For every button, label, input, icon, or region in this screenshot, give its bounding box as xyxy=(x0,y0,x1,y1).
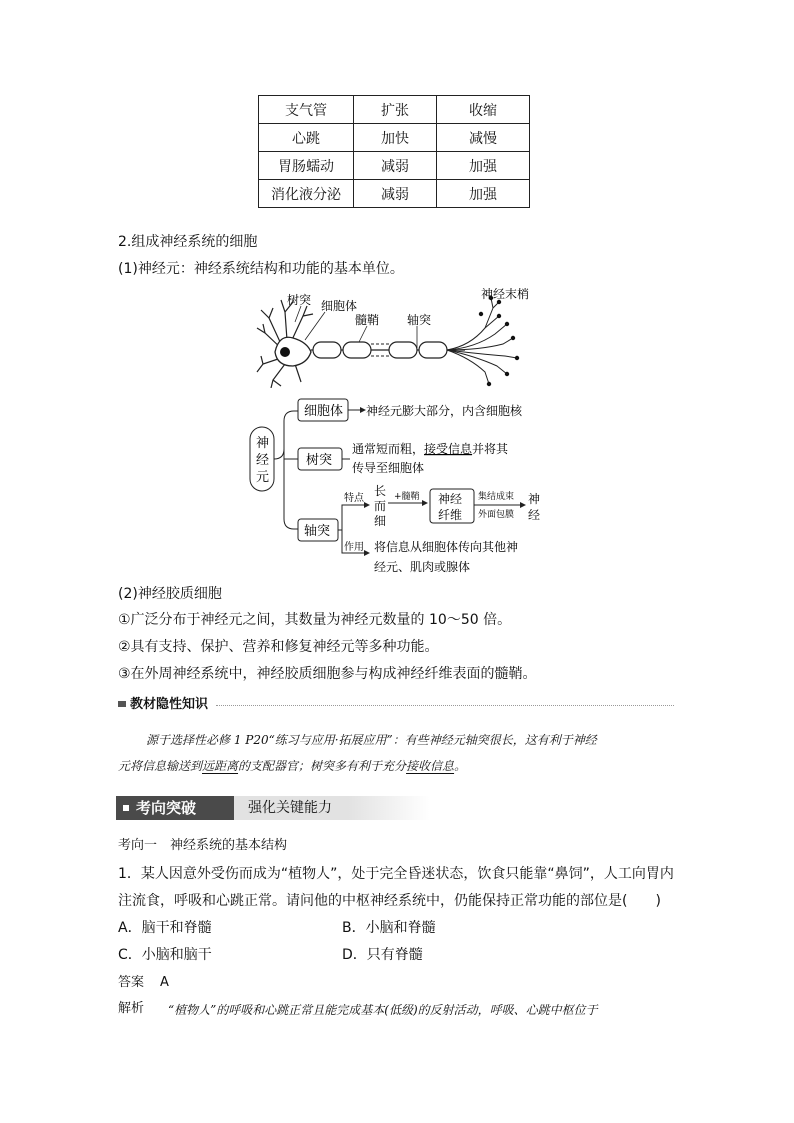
thin-char: 细 xyxy=(374,514,387,528)
hidden-knowledge-title: 教材隐性知识 xyxy=(130,697,209,712)
table-cell: 加强 xyxy=(437,180,530,208)
bundle-label-bottom: 外面包膜 xyxy=(478,510,515,520)
label-axon: 轴突 xyxy=(407,313,432,327)
label-cell-body: 细胞体 xyxy=(321,299,358,313)
section-banner-subtitle: 强化关键能力 xyxy=(248,800,332,816)
option-d: D．只有脊髓 xyxy=(342,947,423,963)
table-cell: 减弱 xyxy=(354,180,437,208)
section-heading: 2.组成神经系统的细胞 xyxy=(118,234,258,250)
option-a: A．脑干和脊髓 xyxy=(118,920,212,936)
hidden-knowledge-marker xyxy=(118,701,126,707)
question-topic: 考向一 神经系统的基本结构 xyxy=(118,838,288,853)
dendrite-desc-2: 传导至细胞体 xyxy=(352,461,425,475)
label-myelin: 髓鞘 xyxy=(355,313,380,327)
neuron-definition: (1)神经元：神经系统结构和功能的基本单位。 xyxy=(118,261,404,277)
hidden-knowledge-rule xyxy=(216,705,674,706)
feature-label: 特点 xyxy=(344,493,364,504)
hidden-knowledge-line-2: 元将信息输送到远距离的支配器官；树突多有利于充分接收信息。 xyxy=(118,759,467,773)
option-c: C．小脑和脑干 xyxy=(118,947,212,963)
glia-heading: (2)神经胶质细胞 xyxy=(118,586,222,602)
question-stem-2: 注流食，呼吸和心跳正常。请问他的中枢神经系统中，仍能保持正常功能的部位是( ) xyxy=(118,893,661,909)
function-desc-2: 经元、肌肉或腺体 xyxy=(374,560,471,574)
cell-body-desc: 神经元膨大部分，内含细胞核 xyxy=(366,404,523,418)
root-char-3: 元 xyxy=(256,470,270,485)
hidden-knowledge-line-1: 源于选择性必修 1 P20“练习与应用·拓展应用”：有些神经元轴突很长，这有利于神经 xyxy=(146,733,597,747)
table-cell: 加强 xyxy=(437,152,530,180)
comparison-table xyxy=(258,95,530,208)
table-cell: 减弱 xyxy=(354,152,437,180)
axon-node: 轴突 xyxy=(304,524,331,539)
neuron-concept-map xyxy=(248,393,548,583)
label-terminal: 神经末梢 xyxy=(481,288,530,301)
table-row xyxy=(259,124,530,152)
answer-label: 答案 xyxy=(118,975,145,990)
answer-value: A xyxy=(160,975,169,990)
section-banner-title: 考向突破 xyxy=(136,799,197,817)
table-row xyxy=(259,96,530,124)
glia-item-2: ②具有支持、保护、营养和修复神经元等多种功能。 xyxy=(118,639,439,655)
nucleus xyxy=(280,347,290,357)
analysis-label: 解析 xyxy=(118,1001,145,1016)
table-cell: 心跳 xyxy=(259,124,354,152)
table-cell: 加快 xyxy=(354,124,437,152)
nerve-char-1: 神 xyxy=(528,492,541,506)
fiber-line-2: 纤维 xyxy=(438,508,463,522)
table-cell: 减慢 xyxy=(437,124,530,152)
axon-terminals xyxy=(447,298,517,384)
function-desc-1: 将信息从细胞体传向其他神 xyxy=(374,540,519,554)
cell-body-node: 细胞体 xyxy=(304,404,344,419)
question-stem-1: 1．某人因意外受伤而成为“植物人”，处于完全昏迷状态，饮食只能靠“鼻饲”，人工向胃内 xyxy=(118,866,674,882)
table-cell: 消化液分泌 xyxy=(259,180,354,208)
plus-myelin-label: +髓鞘 xyxy=(394,492,420,502)
fiber-line-1: 神经 xyxy=(438,492,463,506)
table-cell: 扩张 xyxy=(354,96,437,124)
dendrite-desc-1: 通常短而粗，接受信息并将其 xyxy=(352,442,509,456)
section-banner xyxy=(116,796,430,820)
table-cell: 收缩 xyxy=(437,96,530,124)
bundle-label-top: 集结成束 xyxy=(478,492,515,502)
root-char-2: 经 xyxy=(256,453,270,468)
table-row xyxy=(259,180,530,208)
function-label: 作用 xyxy=(344,542,364,553)
dendrite-node: 树突 xyxy=(306,453,333,468)
option-b: B．小脑和脊髓 xyxy=(342,920,436,936)
analysis-text: “植物人”的呼吸和心跳正常且能完成基本(低级)的反射活动，呼吸、心跳中枢位于 xyxy=(168,1003,598,1017)
table-cell: 支气管 xyxy=(259,96,354,124)
neuron-illustration xyxy=(255,288,545,388)
root-char-1: 神 xyxy=(256,436,270,451)
table-row xyxy=(259,152,530,180)
long-char: 长 xyxy=(374,484,387,498)
label-dendrite: 树突 xyxy=(287,293,312,307)
table-cell: 胃肠蠕动 xyxy=(259,152,354,180)
glia-item-3: ③在外周神经系统中，神经胶质细胞参与构成神经纤维表面的髓鞘。 xyxy=(118,666,537,682)
nerve-char-2: 经 xyxy=(528,508,541,522)
and-char: 而 xyxy=(374,499,387,513)
glia-item-1: ①广泛分布于神经元之间，其数量为神经元数量的 10～50 倍。 xyxy=(118,612,512,628)
